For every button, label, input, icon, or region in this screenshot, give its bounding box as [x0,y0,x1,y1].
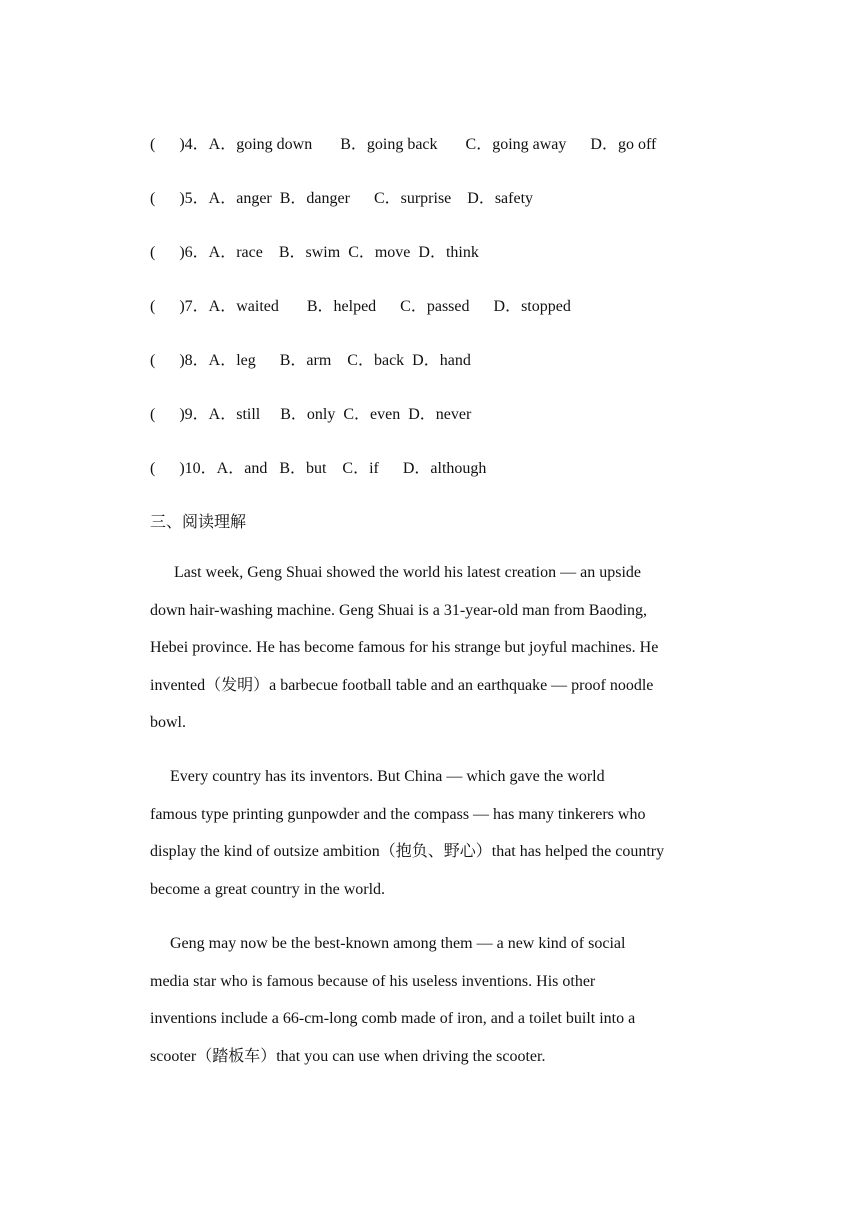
paragraph-2 [150,758,720,908]
paragraph-line: down hair-washing machine. Geng Shuai is a 31-year-old man from Baoding, [150,601,648,619]
paragraph-line: Geng may now be the best-known among them — a new kind of social [150,935,626,952]
question-4: ( )4．A．going down B．going back C．going away D．go off [150,136,657,153]
section-heading: 三、阅读理解 [150,512,247,531]
paragraph-line: scooter（踏板车）that you can use when driving the scooter. [150,1047,546,1065]
paragraph-1 [150,554,720,742]
paragraph-line: Hebei province. He has become famous for his strange but joyful machines. He [150,639,659,656]
question-10: ( )10．A．and B．but C．if D．although [150,460,487,477]
paragraph-line: Last week, Geng Shuai showed the world his latest creation — an upside [150,564,641,581]
question-9: ( )9．A．still B．only C．even D．never [150,406,472,423]
question-5: ( )5．A．anger B．danger C．surprise D．safety [150,190,534,207]
paragraph-line: display the kind of outsize ambition（抱负、野心）that has helped the country [150,843,665,860]
paragraph-line: media star who is famous because of his useless inventions. His other [150,972,596,990]
paragraph-line: Every country has its inventors. But China — which gave the world [150,768,605,785]
question-7: ( )7．A．waited B．helped C．passed D．stopped [150,298,571,315]
paragraph-line: become a great country in the world. [150,880,386,898]
question-8: ( )8．A．leg B．arm C．back D．hand [150,352,471,369]
paragraph-line: famous type printing gunpowder and the compass — has many tinkerers who [150,805,646,823]
paragraph-line: inventions include a 66-cm-long comb made of iron, and a toilet built into a [150,1010,636,1027]
question-6: ( )6．A．race B．swim C．move D．think [150,244,479,261]
paragraph-3 [150,925,720,1075]
paragraph-line: invented（发明）a barbecue football table and an earthquake — proof noodle [150,676,654,694]
paragraph-line: bowl. [150,714,186,731]
